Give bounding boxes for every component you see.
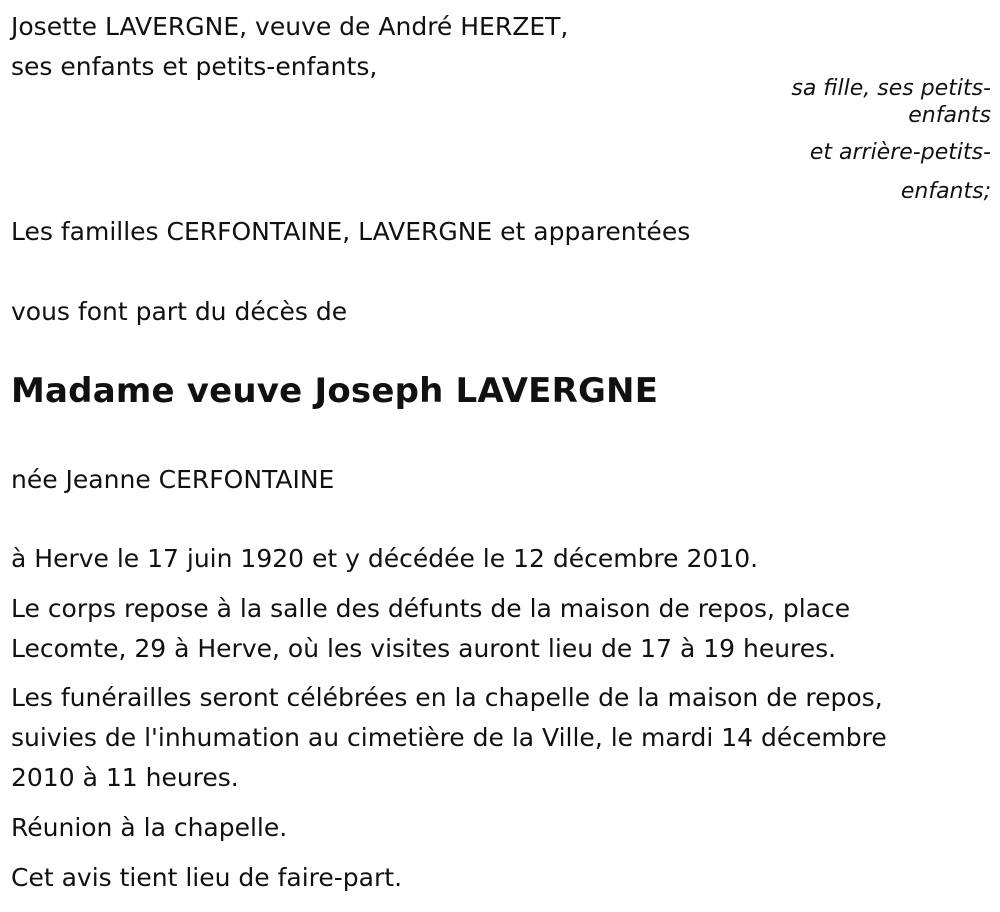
- right-note-1: [791, 76, 991, 128]
- funeral-line-3: 2010 à 11 heures.: [11, 763, 239, 792]
- meeting-line: Réunion à la chapelle.: [11, 813, 288, 842]
- maiden-name: née Jeanne CERFONTAINE: [11, 465, 335, 494]
- right-note-2-line-2: enfants;: [900, 179, 991, 204]
- funeral-line-2: suivies de l'inhumation au cimetière de la Ville, le mardi 14 décembre: [11, 723, 887, 752]
- intro-line-1: Josette LAVERGNE, veuve de André HERZET,: [11, 12, 569, 41]
- closing-line: Cet avis tient lieu de faire-part.: [11, 863, 403, 892]
- repose-line-1: Le corps repose à la salle des défunts de la maison de repos, place: [11, 594, 851, 623]
- announcement-line: vous font part du décès de: [11, 297, 348, 326]
- repose-line-2: Lecomte, 29 à Herve, où les visites auront lieu de 17 à 19 heures.: [11, 634, 837, 663]
- right-note-1-line-2: enfants: [908, 103, 991, 128]
- right-note-1-line-1: sa fille, ses petits-: [791, 76, 991, 101]
- right-note-2: [810, 140, 991, 204]
- deceased-name: Madame veuve Joseph LAVERGNE: [11, 371, 659, 411]
- intro-line-2: ses enfants et petits-enfants,: [11, 52, 378, 81]
- funeral-line-1: Les funérailles seront célébrées en la chapelle de la maison de repos,: [11, 683, 883, 712]
- families-line: Les familles CERFONTAINE, LAVERGNE et apparentées: [11, 217, 691, 246]
- birth-death-line: à Herve le 17 juin 1920 et y décédée le 12 décembre 2010.: [11, 544, 759, 573]
- right-note-2-line-1: et arrière-petits-: [809, 140, 991, 165]
